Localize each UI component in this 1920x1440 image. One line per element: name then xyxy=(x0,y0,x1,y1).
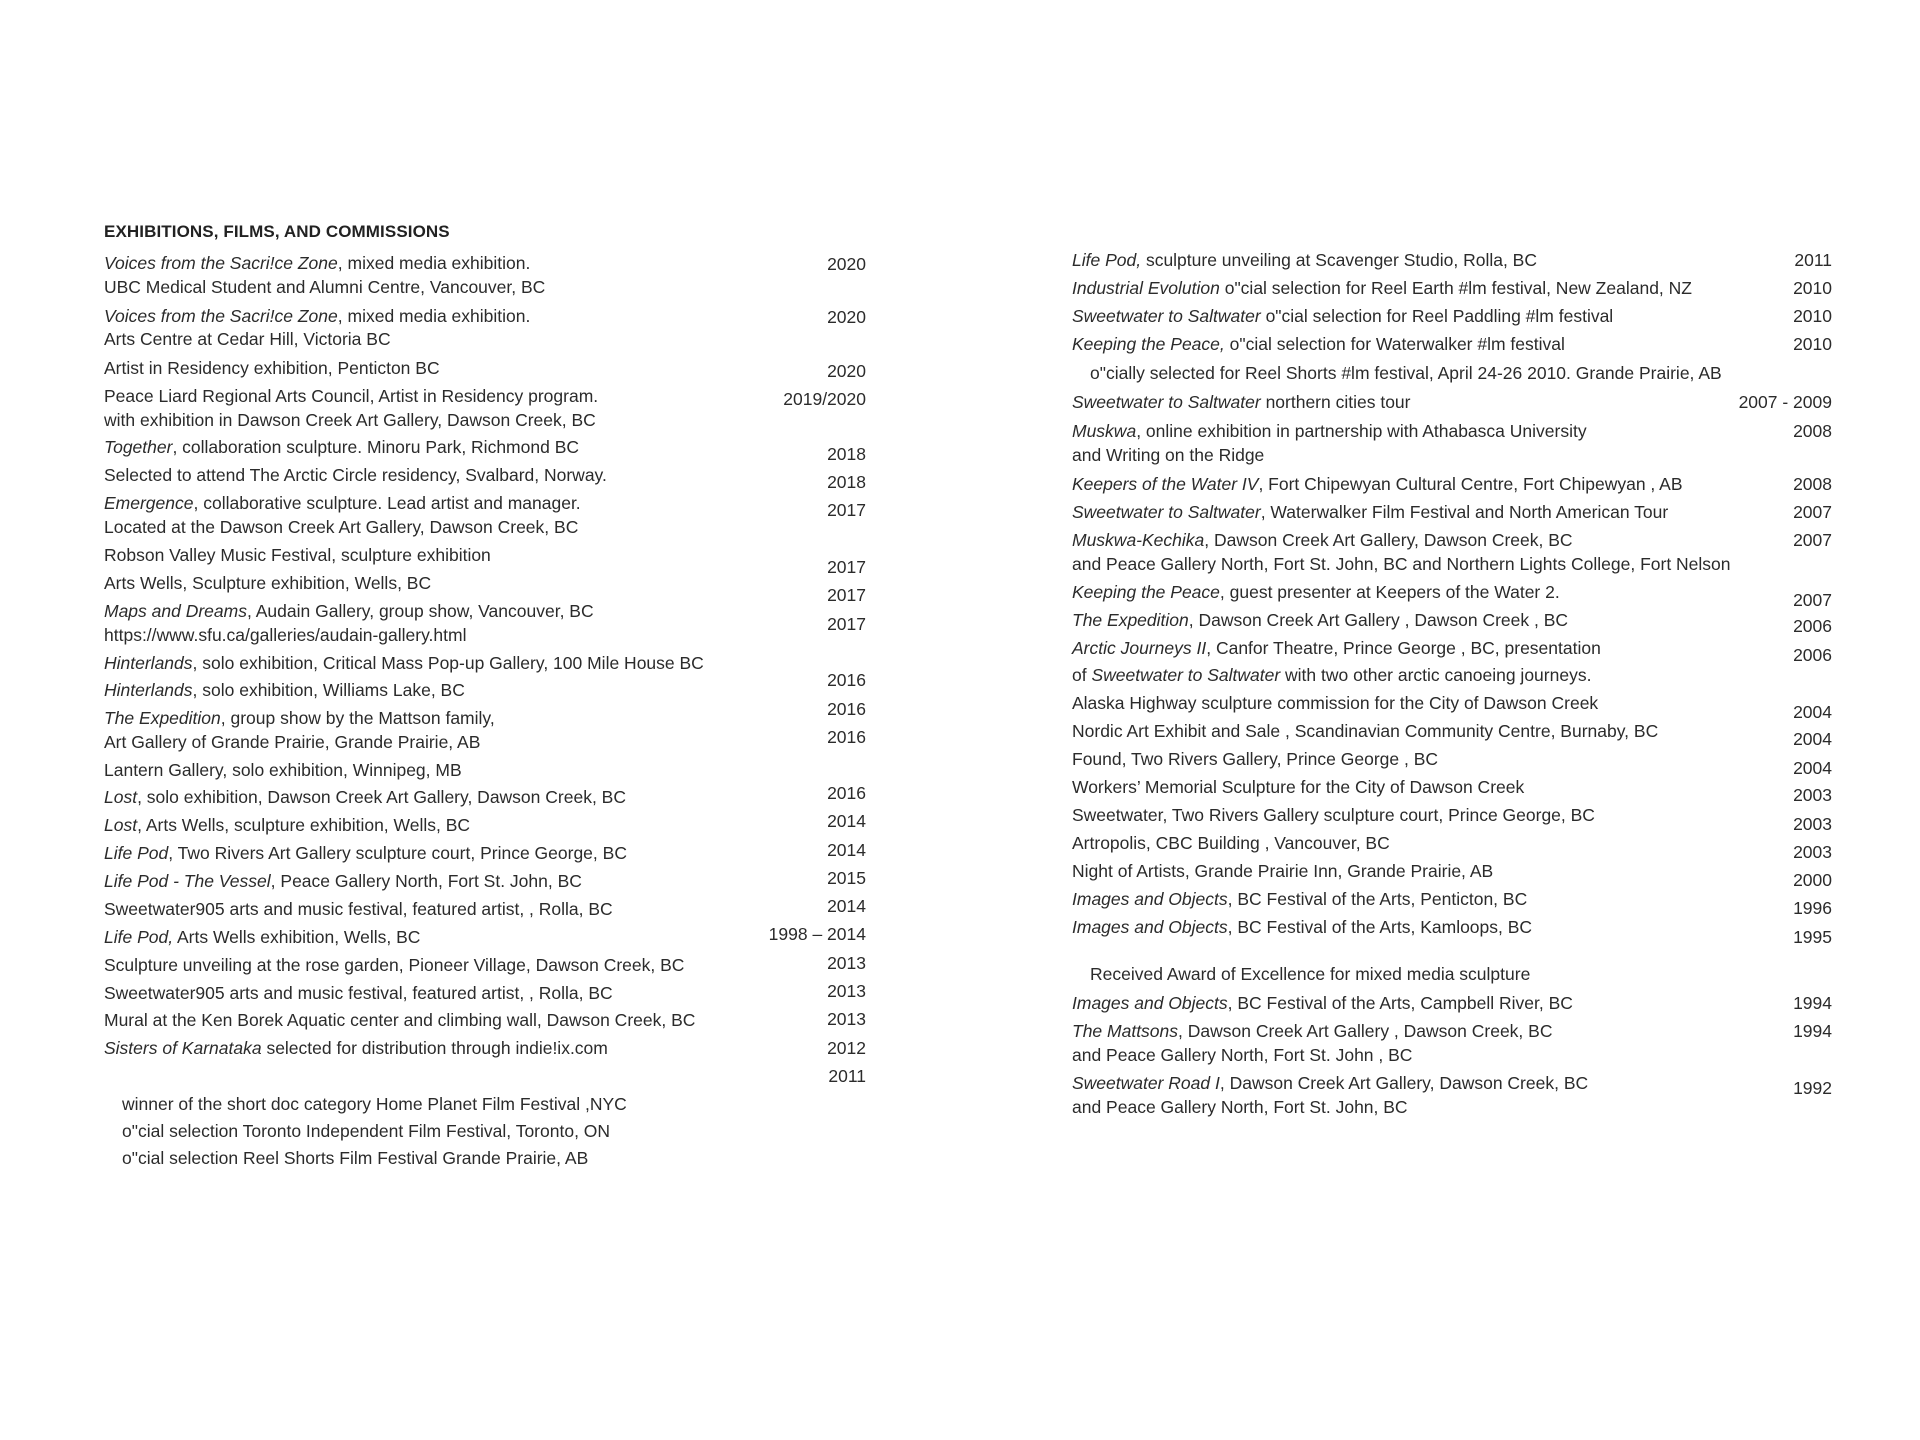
entry-text: Alaska Highway sculpture commission for the City of Dawson Creek xyxy=(1072,693,1599,713)
entry-line xyxy=(1072,776,1524,798)
entry-line xyxy=(104,1037,608,1059)
entry-text: , Dawson Creek Art Gallery , Dawson Creek , BC xyxy=(1188,610,1569,630)
entry-year: 2016 xyxy=(827,783,866,803)
entry-year: 2003 xyxy=(1793,785,1832,805)
entry-year: 2013 xyxy=(827,1009,866,1029)
entry-line xyxy=(104,572,431,594)
entry-year: 2007 - 2009 xyxy=(1738,392,1832,412)
entry-year: 2017 xyxy=(827,585,866,605)
entry-text: winner of the short doc category Home Planet Film Festival ,NYC xyxy=(122,1094,627,1114)
work-title: The Expedition xyxy=(104,708,221,728)
entry-text: and Writing on the Ridge xyxy=(1072,445,1265,465)
entry-line xyxy=(1072,501,1668,523)
work-title: Keepers of the Water IV xyxy=(1072,474,1259,494)
work-title: Together xyxy=(104,437,173,457)
work-title: Life Pod - The Vessel xyxy=(104,871,271,891)
entry-line xyxy=(104,624,466,646)
entry-line xyxy=(104,898,613,920)
entry-line xyxy=(104,814,470,836)
entry-line xyxy=(104,385,598,407)
entry-line xyxy=(1072,277,1692,299)
entry-text: o"cial selection Reel Shorts Film Festival Grande Prairie, AB xyxy=(122,1148,589,1168)
entry-text: , Canfor Theatre, Prince George , BC, presentation xyxy=(1206,638,1601,658)
entry-text: , Audain Gallery, group show, Vancouver, BC xyxy=(246,601,594,621)
entry-year: 2007 xyxy=(1793,530,1832,550)
entry-text: UBC Medical Student and Alumni Centre, Vancouver, BC xyxy=(104,277,546,297)
work-title: Arctic Journeys II xyxy=(1072,638,1207,658)
entry-text: Arts Centre at Cedar Hill, Victoria BC xyxy=(104,329,391,349)
entry-year: 2017 xyxy=(827,500,866,520)
entry-text: Found, Two Rivers Gallery, Prince George , BC xyxy=(1072,749,1439,769)
entry-line xyxy=(1072,748,1438,770)
entry-text: , solo exhibition, Critical Mass Pop-up Gallery, 100 Mile House BC xyxy=(192,653,704,673)
entry-line xyxy=(104,870,582,892)
entry-line xyxy=(1072,444,1264,466)
entry-line xyxy=(1072,720,1658,742)
entry-text: Arts Wells exhibition, Wells, BC xyxy=(173,927,421,947)
entry-year: 2020 xyxy=(827,307,866,327)
entry-text: Received Award of Excellence for mixed media sculpture xyxy=(1090,964,1531,984)
entry-line xyxy=(104,926,420,948)
entry-line xyxy=(1072,553,1731,575)
work-title: Sweetwater to Saltwater xyxy=(1072,502,1261,522)
entry-year: 2008 xyxy=(1793,474,1832,494)
entry-line xyxy=(1072,692,1598,714)
entry-text: , Dawson Creek Art Gallery, Dawson Creek, BC xyxy=(1204,530,1573,550)
entry-year: 2011 xyxy=(1794,250,1832,270)
entry-year: 2008 xyxy=(1793,421,1832,441)
entry-line xyxy=(1072,420,1587,442)
entry-year: 2013 xyxy=(827,953,866,973)
entry-text: Mural at the Ken Borek Aquatic center and climbing wall, Dawson Creek, BC xyxy=(104,1010,696,1030)
entry-line xyxy=(104,516,578,538)
entry-text: Sweetwater, Two Rivers Gallery sculpture court, Prince George, BC xyxy=(1072,805,1595,825)
entry-text: Workers’ Memorial Sculpture for the City of Dawson Creek xyxy=(1072,777,1525,797)
entry-line xyxy=(1072,391,1411,413)
work-title: Images and Objects xyxy=(1072,993,1228,1013)
entry-line xyxy=(104,707,495,729)
entry-line xyxy=(1072,529,1573,551)
entry-year: 2000 xyxy=(1793,870,1832,890)
entry-year: 2006 xyxy=(1793,645,1832,665)
entry-text: and Peace Gallery North, Fort St. John, BC and Northern Lights College, Fort Nelson xyxy=(1072,554,1731,574)
entry-text: Night of Artists, Grande Prairie Inn, Grande Prairie, AB xyxy=(1072,861,1494,881)
entry-text: o"cial selection for Reel Earth #lm festival, New Zealand, NZ xyxy=(1219,278,1692,298)
entry-line xyxy=(104,492,581,514)
work-title: Muskwa xyxy=(1072,421,1137,441)
work-title: Sweetwater to Saltwater xyxy=(1091,665,1281,685)
entry-year: 2004 xyxy=(1793,729,1832,749)
entry-text: with exhibition in Dawson Creek Art Gallery, Dawson Creek, BC xyxy=(104,410,596,430)
entry-line xyxy=(1072,249,1537,271)
entry-year: 2007 xyxy=(1793,502,1832,522)
entry-line xyxy=(104,464,607,486)
entry-line xyxy=(1072,992,1573,1014)
entry-line xyxy=(1072,609,1568,631)
entry-line xyxy=(104,652,704,674)
entry-text: , mixed media exhibition. xyxy=(337,253,531,273)
entry-text: , Waterwalker Film Festival and North American Tour xyxy=(1260,502,1669,522)
entry-line xyxy=(1072,333,1565,355)
entry-year: 1995 xyxy=(1793,927,1832,947)
entry-text: Art Gallery of Grande Prairie, Grande Prairie, AB xyxy=(104,732,481,752)
entry-line xyxy=(1072,581,1560,603)
work-title: Emergence xyxy=(104,493,194,513)
entry-line xyxy=(1072,305,1613,327)
entry-text: o"cial selection for Reel Paddling #lm festival xyxy=(1260,306,1614,326)
entry-line xyxy=(104,786,626,808)
entry-line xyxy=(1072,1044,1412,1066)
entry-line xyxy=(104,276,545,298)
entry-line xyxy=(104,982,613,1004)
entry-year: 2003 xyxy=(1793,842,1832,862)
entry-line xyxy=(104,357,440,379)
entry-year: 2016 xyxy=(827,699,866,719)
entry-text: o"cial selection for Waterwalker #lm festival xyxy=(1224,334,1565,354)
entry-text: Sweetwater905 arts and music festival, featured artist, , Rolla, BC xyxy=(104,899,613,919)
entry-year: 2010 xyxy=(1793,278,1832,298)
entry-line xyxy=(1072,664,1591,686)
work-title: Sisters of Karnataka xyxy=(104,1038,262,1058)
work-title: Voices from the Sacri!ce Zone xyxy=(104,306,338,326)
entry-year: 2014 xyxy=(827,811,866,831)
entry-text: , BC Festival of the Arts, Campbell River, BC xyxy=(1227,993,1573,1013)
entry-line xyxy=(1072,637,1601,659)
entry-year: 2010 xyxy=(1793,334,1832,354)
work-title: Hinterlands xyxy=(104,680,193,700)
entry-year: 2015 xyxy=(827,868,866,888)
entry-line xyxy=(104,436,579,458)
entry-text: , collaboration sculpture. Minoru Park, Richmond BC xyxy=(172,437,580,457)
entry-year: 2020 xyxy=(827,361,866,381)
entry-year: 2004 xyxy=(1793,758,1832,778)
entry-text: , Dawson Creek Art Gallery , Dawson Creek, BC xyxy=(1178,1021,1553,1041)
entry-year: 1992 xyxy=(1793,1078,1832,1098)
entry-year: 2016 xyxy=(827,670,866,690)
entry-text: sculpture unveiling at Scavenger Studio, Rolla, BC xyxy=(1141,250,1537,270)
entry-line xyxy=(104,409,596,431)
entry-year: 2006 xyxy=(1793,616,1832,636)
entry-line xyxy=(104,842,627,864)
work-title: The Expedition xyxy=(1072,610,1189,630)
work-title: Images and Objects xyxy=(1072,917,1228,937)
entry-text: Selected to attend The Arctic Circle residency, Svalbard, Norway. xyxy=(104,465,607,485)
entry-text: Sweetwater905 arts and music festival, featured artist, , Rolla, BC xyxy=(104,983,613,1003)
work-title: The Mattsons xyxy=(1072,1021,1179,1041)
entry-text: Peace Liard Regional Arts Council, Artist in Residency program. xyxy=(104,386,599,406)
entry-year: 2017 xyxy=(827,614,866,634)
entry-line xyxy=(1072,860,1493,882)
entry-text: and Peace Gallery North, Fort St. John , BC xyxy=(1072,1045,1413,1065)
work-title: Muskwa-Kechika xyxy=(1072,530,1205,550)
entry-year: 2014 xyxy=(827,840,866,860)
entry-text: selected for distribution through indie!ix.com xyxy=(261,1038,608,1058)
work-title: Lost xyxy=(104,815,138,835)
entry-text: o"cial selection Toronto Independent Film Festival, Toronto, ON xyxy=(122,1121,611,1141)
entry-text: , collaborative sculpture. Lead artist and manager. xyxy=(193,493,581,513)
work-title: Life Pod, xyxy=(104,927,174,947)
entry-line xyxy=(1090,963,1530,985)
entry-year: 1996 xyxy=(1793,898,1832,918)
work-title: Industrial Evolution xyxy=(1072,278,1220,298)
entry-line xyxy=(122,1120,610,1142)
entry-year: 2011 xyxy=(828,1066,866,1086)
entry-line xyxy=(104,328,391,350)
entry-line xyxy=(104,252,530,274)
entry-text: , mixed media exhibition. xyxy=(337,306,531,326)
entry-text: o"cially selected for Reel Shorts #lm festival, April 24-26 2010. Grande Prairie, AB xyxy=(1090,363,1722,383)
entry-text: https://www.sfu.ca/galleries/audain-gallery.html xyxy=(104,625,467,645)
entry-line xyxy=(122,1093,627,1115)
entry-text: Located at the Dawson Creek Art Gallery, Dawson Creek, BC xyxy=(104,517,579,537)
entry-text: Robson Valley Music Festival, sculpture exhibition xyxy=(104,545,491,565)
entry-line xyxy=(104,305,530,327)
entry-text: , Peace Gallery North, Fort St. John, BC xyxy=(270,871,582,891)
entry-text: , solo exhibition, Dawson Creek Art Gallery, Dawson Creek, BC xyxy=(137,787,626,807)
entry-text: , group show by the Mattson family, xyxy=(220,708,495,728)
entry-year: 2018 xyxy=(827,444,866,464)
entry-text: Lantern Gallery, solo exhibition, Winnipeg, MB xyxy=(104,760,462,780)
entry-year: 2014 xyxy=(827,896,866,916)
entry-year: 2020 xyxy=(827,254,866,274)
work-title: Keeping the Peace, xyxy=(1072,334,1225,354)
entry-line xyxy=(1072,473,1683,495)
entry-line xyxy=(104,759,462,781)
entry-text: and Peace Gallery North, Fort St. John, BC xyxy=(1072,1097,1408,1117)
entry-line xyxy=(104,600,594,622)
entry-year: 2018 xyxy=(827,472,866,492)
entry-line xyxy=(104,1009,695,1031)
entry-text: , online exhibition in partnership with Athabasca University xyxy=(1136,421,1587,441)
entry-text: , Two Rivers Art Gallery sculpture court, Prince George, BC xyxy=(168,843,627,863)
entry-line xyxy=(1072,1072,1588,1094)
entry-year: 2012 xyxy=(827,1038,866,1058)
work-title: Voices from the Sacri!ce Zone xyxy=(104,253,338,273)
entry-text: northern cities tour xyxy=(1260,392,1411,412)
work-title: Life Pod, xyxy=(1072,250,1142,270)
entry-year: 2004 xyxy=(1793,702,1832,722)
entry-text: Arts Wells, Sculpture exhibition, Wells, BC xyxy=(104,573,432,593)
entry-text: , Fort Chipewyan Cultural Centre, Fort Chipewyan , AB xyxy=(1258,474,1683,494)
entry-text: with two other arctic canoeing journeys. xyxy=(1280,665,1592,685)
entry-year: 2013 xyxy=(827,981,866,1001)
entry-line xyxy=(1072,832,1390,854)
entry-text: , solo exhibition, Williams Lake, BC xyxy=(192,680,465,700)
entry-text: Nordic Art Exhibit and Sale , Scandinavian Community Centre, Burnaby, BC xyxy=(1072,721,1659,741)
entry-text: Artist in Residency exhibition, Penticton BC xyxy=(104,358,440,378)
entry-year: 1994 xyxy=(1793,1021,1832,1041)
entry-line xyxy=(104,544,491,566)
entry-text: , BC Festival of the Arts, Penticton, BC xyxy=(1227,889,1528,909)
work-title: Hinterlands xyxy=(104,653,193,673)
entry-line xyxy=(104,679,465,701)
work-title: Images and Objects xyxy=(1072,889,1228,909)
entry-line xyxy=(1072,1096,1408,1118)
entry-text: Sculpture unveiling at the rose garden, Pioneer Village, Dawson Creek, BC xyxy=(104,955,685,975)
section-title: EXHIBITIONS, FILMS, AND COMMISSIONS xyxy=(104,222,450,241)
entry-text: , guest presenter at Keepers of the Water 2. xyxy=(1219,582,1560,602)
entry-line xyxy=(1072,804,1595,826)
entry-text: , BC Festival of the Arts, Kamloops, BC xyxy=(1227,917,1533,937)
entry-year: 2016 xyxy=(827,727,866,747)
entry-line xyxy=(104,954,684,976)
entry-line xyxy=(1072,888,1527,910)
work-title: Sweetwater to Saltwater xyxy=(1072,392,1261,412)
work-title: Life Pod xyxy=(104,843,169,863)
entry-text: , Arts Wells, sculpture exhibition, Wells, BC xyxy=(137,815,471,835)
entry-year: 1998 – 2014 xyxy=(768,924,866,944)
entry-year: 2007 xyxy=(1793,590,1832,610)
entry-year: 2019/2020 xyxy=(783,389,866,409)
entry-line xyxy=(1072,1020,1552,1042)
entry-line xyxy=(104,731,480,753)
work-title: Keeping the Peace xyxy=(1072,582,1220,602)
entry-year: 2003 xyxy=(1793,814,1832,834)
entry-year: 2017 xyxy=(827,557,866,577)
entry-line xyxy=(1072,916,1532,938)
work-title: Sweetwater Road I xyxy=(1072,1073,1220,1093)
work-title: Sweetwater to Saltwater xyxy=(1072,306,1261,326)
entry-line xyxy=(1090,362,1722,384)
entry-year: 2010 xyxy=(1793,306,1832,326)
entry-year: 1994 xyxy=(1793,993,1832,1013)
entry-text: Artropolis, CBC Building , Vancouver, BC xyxy=(1072,833,1390,853)
work-title: Lost xyxy=(104,787,138,807)
entry-text: , Dawson Creek Art Gallery, Dawson Creek, BC xyxy=(1219,1073,1589,1093)
entry-prefix: of xyxy=(1072,665,1092,685)
work-title: Maps and Dreams xyxy=(104,601,247,621)
entry-line xyxy=(122,1147,588,1169)
